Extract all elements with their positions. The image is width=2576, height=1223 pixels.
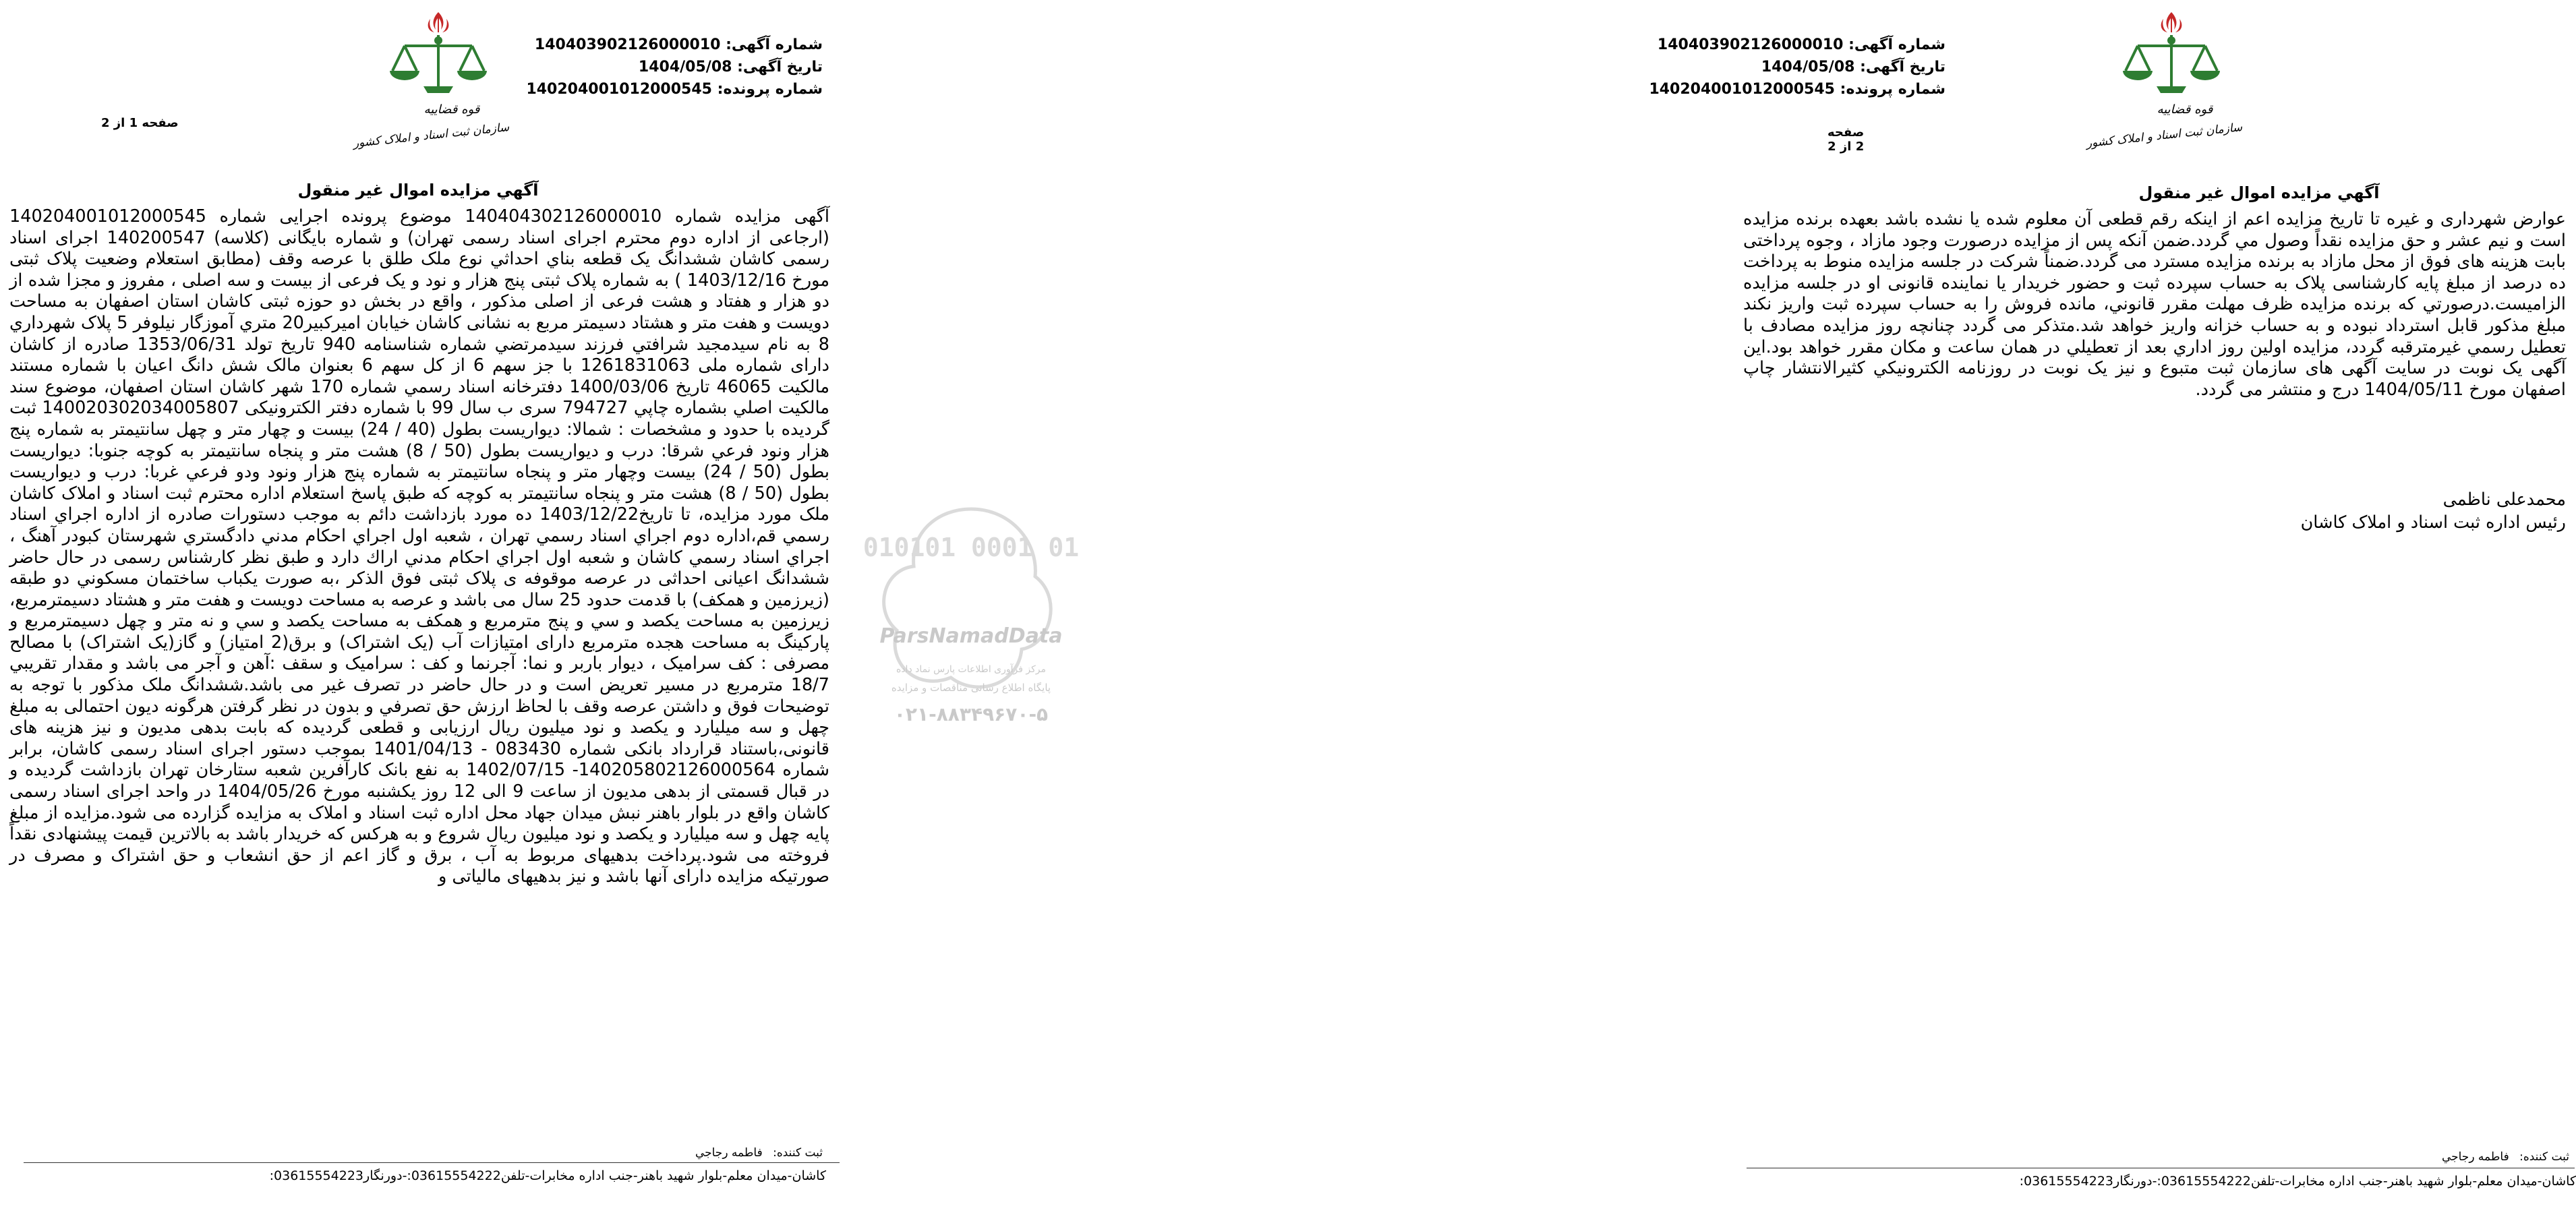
registrar <box>600 1146 823 1160</box>
footer-address: کاشان-میدان معلم-بلوار شهید باهنر-جنب اداره مخابرات-تلفن03615554222:-دورنگار03615554223: <box>2019 1174 2576 1189</box>
ad-number-label: شماره آگهی: <box>1848 36 1945 53</box>
file-number-label: شماره پرونده: <box>1840 81 1945 98</box>
emblem-line1: قوه قضاییه <box>423 102 480 117</box>
registrar-label: ثبت کننده: <box>773 1146 823 1160</box>
ad-number: 140403902126000010 <box>534 36 721 53</box>
ad-date-row <box>499 56 823 78</box>
watermark-line2: پایگاه اطلاع رسانی مناقصات و مزایده <box>891 682 1051 694</box>
ad-number-row <box>1595 34 1945 56</box>
file-number: 140204001012000545 <box>1649 81 1835 98</box>
ad-title: آگهي مزايده اموال غير منقول <box>297 181 539 200</box>
ad-number: 140403902126000010 <box>1657 36 1844 53</box>
ad-date-label: تاریخ آگهی: <box>1860 59 1945 76</box>
registrar-label: ثبت کننده: <box>2519 1150 2569 1164</box>
file-number: 140204001012000545 <box>526 81 712 98</box>
ad-number-row <box>499 34 823 56</box>
emblem-line2: سازمان ثبت اسناد و املاک کشور <box>2085 120 2244 151</box>
file-number-row <box>499 78 823 100</box>
ad-date-label: تاریخ آگهی: <box>737 59 823 76</box>
footer-divider <box>24 1162 840 1163</box>
watermark-phone: ۰۲۱-۸۸۳۴۹۶۷۰-۵ <box>894 703 1049 725</box>
ad-date: 1404/05/08 <box>1761 59 1855 76</box>
ad-body-page1: آگهی مزایده شماره 140404302126000010 موضوع پرونده اجرایی شماره 140204001012000545 (ارجاعی از اداره دوم محترم اجرای اسناد رسمی تهران) و شماره بایگانی (کلاسه) 140200547 اجرای اسناد رسمی کاشان ششدانگ یک قطعه بناي احداثي نوع ملک طلق با عرصه وقف (مطابق استعلام وضعیت پلاک ثبتی مورخ 1403/12/16 ) به شماره پلاک ثبتی پنج هزار و نود و یک فرعی از بیست و سه اصلی ، مفروز و مجزا شده از دو هزار و هفتاد و هشت فرعی از اصلی مذکور ، واقع در بخش دو حوزه ثبتی کاشان استان اصفهان به مساحت دویست و هفت متر و هشتاد دسیمتر مربع به نشانی کاشان خیابان امیرکبیر20 متري آموزگار نیلوفر 5 پلاک شهرداري 8 به نام سیدمجید شرافتي فرزند سیدمرتضي شماره شناسنامه 940 تاریخ تولد 1353/06/31 صادره از کاشان دارای شماره ملی 1261831063 با جز سهم 6 از کل سهم 6 بعنوان مالک شش دانگ اعیان با شماره مستند مالکیت 46065 تاریخ 1400/03/06 دفترخانه اسناد رسمي شماره 170 شهر کاشان استان اصفهان، موضوع سند مالکیت اصلي بشماره چاپي 794727 سری ب سال 99 با شماره دفتر الکترونیکی 140020302034005807 ثبت گردیده با حدود و مشخصات : شمالا: دیواریست بطول (40 / 24) بیست و چهار متر و چهل سانتیمتر به شماره پنج هزار ونود فرعي شرقا: درب و دیواریست بطول (50 / 8) هشت متر و پنجاه سانتیمتر به کوچه جنوبا: دیواریست بطول (50 / 24) بیست وچهار متر و پنجاه سانتیمتر به شماره پنج هزار ونود ودو فرعي غربا: درب و دیواریست بطول (50 / 8) هشت متر و پنجاه سانتیمتر به کوچه که طبق پاسخ استعلام اداره محترم ثبت اسناد و املاک کاشان ملک مورد مزایده، تا تاریخ1403/12/22 ده مورد بازداشت دائم به موجب دستورات صادره از اداره اجراي اسناد رسمي قم،اداره دوم اجراي اسناد رسمي تهران ، شعبه اول اجراي احکام مدني دادگستري شهرستان کبودر آهنگ ، اجراي اسناد رسمي کاشان و شعبه اول اجراي احکام مدني اراك دارد و طبق نظر کارشناس رسمی در حال حاضر ششدانگ اعیانی احداثی در عرصه موقوفه ی پلاک ثبتی فوق الذکر ،به صورت یکباب ساختمان مسکوني دو طبقه (زیرزمین و همکف) با قدمت حدود 25 سال می باشد و عرصه به مساحت دویست و هفت متر و هشتاد دسیمترمربع، زیرزمین به مساحت یکصد و سي و پنج مترمربع و همکف به مساحت یکصد و سي و نه متر و چهل دسیمترمربع و پارکینگ به مساحت هجده مترمربع دارای امتیازات آب (یک اشتراک) و برق(2 امتیاز) و گاز(یک اشتراک) با مصالح مصرفی : کف سرامیک ، دیوار باربر و نما: آجرنما و کف : سرامیک و سقف :آهن و آجر می باشد و مقدار تقریبي 18/7 مترمربع در مسیر تعریض است و در حال حاضر در تصرف غیر می باشد.ششدانگ ملک مذکور با توجه به توضیحات فوق و داشتن عرصه وقف با لحاظ ارزش حق تصرفي و بدون در نظر گرفتن هرگونه دیون احتمالی به مبلغ چهل و سه میلیارد و یکصد و نود میلیون ریال ارزیابی و قطعی گردیده که بابت بدهی مدیون و نیز هزینه های قانونی،باستناد قرارداد بانکی شماره 083430 - 1401/04/13 بموجب دستور اجرای اسناد رسمی کاشان، برابر شماره 140205802126000564- 1402/07/15 به نفع بانک کارآفرین شعبه ستارخان تهران بازداشت گردیده و در قبال قسمتی از بدهی مدیون از ساعت 9 الی 12 روز یکشنبه مورخ 1404/05/26 در واحد اجرای اسناد رسمی کاشان واقع در بلوار باهنر نبش میدان جهاد محل اداره ثبت اسناد و املاک به مزایده گزارده می شود.مزایده از مبلغ پایه چهل و سه میلیارد و یکصد و نود میلیون ریال شروع و به هرکس که خریدار باشد به بالاترین قیمت پیشنهادی نقداً فروخته می شود.پرداخت بدهیهای مربوط به آب ، برق و گاز اعم از حق انشعاب و حق اشتراک و مصرف در صورتیکه مزایده دارای آنها باشد و نیز بدهیهای مالیاتی و <box>9 206 830 887</box>
signatory-title: رئیس اداره ثبت اسناد و املاک کاشان <box>2300 512 2566 533</box>
ad-date: 1404/05/08 <box>638 59 732 76</box>
watermark-digits: 010101 0001 01 <box>862 533 1080 562</box>
file-number-row <box>1595 78 1945 100</box>
registrar <box>2286 1150 2569 1164</box>
watermark-line1: مرکز فرآوری اطلاعات پارس نماد داده <box>896 664 1047 675</box>
ad-number-label: شماره آگهی: <box>726 36 823 53</box>
emblem-line1: قوه قضاییه <box>2157 102 2213 117</box>
ad-date-row <box>1595 56 1945 78</box>
registrar-name: فاطمه رجاجي <box>2441 1150 2509 1164</box>
judiciary-emblem-icon <box>2084 7 2259 155</box>
ad-header <box>499 34 823 100</box>
page-1 <box>0 0 843 1223</box>
watermark-brand: ParsNamadData <box>879 624 1063 648</box>
parsnamaddata-watermark <box>862 496 1080 738</box>
file-number-label: شماره پرونده: <box>717 81 823 98</box>
ad-body-page2: عوارض شهرداری و غیره تا تاریخ مزایده اعم از اینکه رقم قطعی آن معلوم شده یا نشده باشد بعهده برنده مزایده است و نیم عشر و حق مزایده نقداً وصول مي گردد.ضمن آنکه پس از مزایده درصورت وجود مازاد ، وجوه پرداختی بابت هزینه های فوق از محل مازاد به برنده مزایده مسترد می گردد.ضمناً شرکت در جلسه مزایده منوط به پرداخت ده درصد از مبلغ پایه کارشناسی پلاک به حساب سپرده ثبت و حضور خریدار یا نماینده قانونی او در جلسه مزایده الزامیست.درصورتي که برنده مزایده ظرف مهلت مقرر قانوني، مانده فروش را به حساب سپرده ثبت واریز نکند مبلغ مذکور قابل استرداد نبوده و به حساب خزانه واریز خواهد شد.متذکر می گردد چنانچه روز مزایده مصادف با تعطیل رسمي غیرمترقبه گردد، مزایده اولین روز اداري بعد از تعطیلي در همان ساعت و مکان مقرر خواهد بود.این آگهی یک نوبت در سایت آگهی های سازمان ثبت متبوع و نیز یک نوبت در روزنامه الکترونیکي کثیرالانتشار چاپ اصفهان مورخ 1404/05/11 درج و منتشر می گردد. <box>1743 209 2566 400</box>
page-number: صفحه 2 از 2 <box>1827 125 1865 154</box>
page-number: صفحه 1 از 2 <box>101 116 179 130</box>
signatory-name: محمدعلی ناظمی <box>2442 489 2566 510</box>
footer-address: کاشان-میدان معلم-بلوار شهید باهنر-جنب اداره مخابرات-تلفن03615554222:-دورنگار03615554223: <box>269 1168 826 1183</box>
registrar-name: فاطمه رجاجي <box>695 1146 763 1160</box>
ad-title: آگهي مزايده اموال غير منقول <box>2138 183 2380 202</box>
emblem-line2: سازمان ثبت اسناد و املاک کشور <box>352 120 510 151</box>
judiciary-emblem-icon <box>351 7 526 155</box>
ad-header <box>1595 34 1945 100</box>
